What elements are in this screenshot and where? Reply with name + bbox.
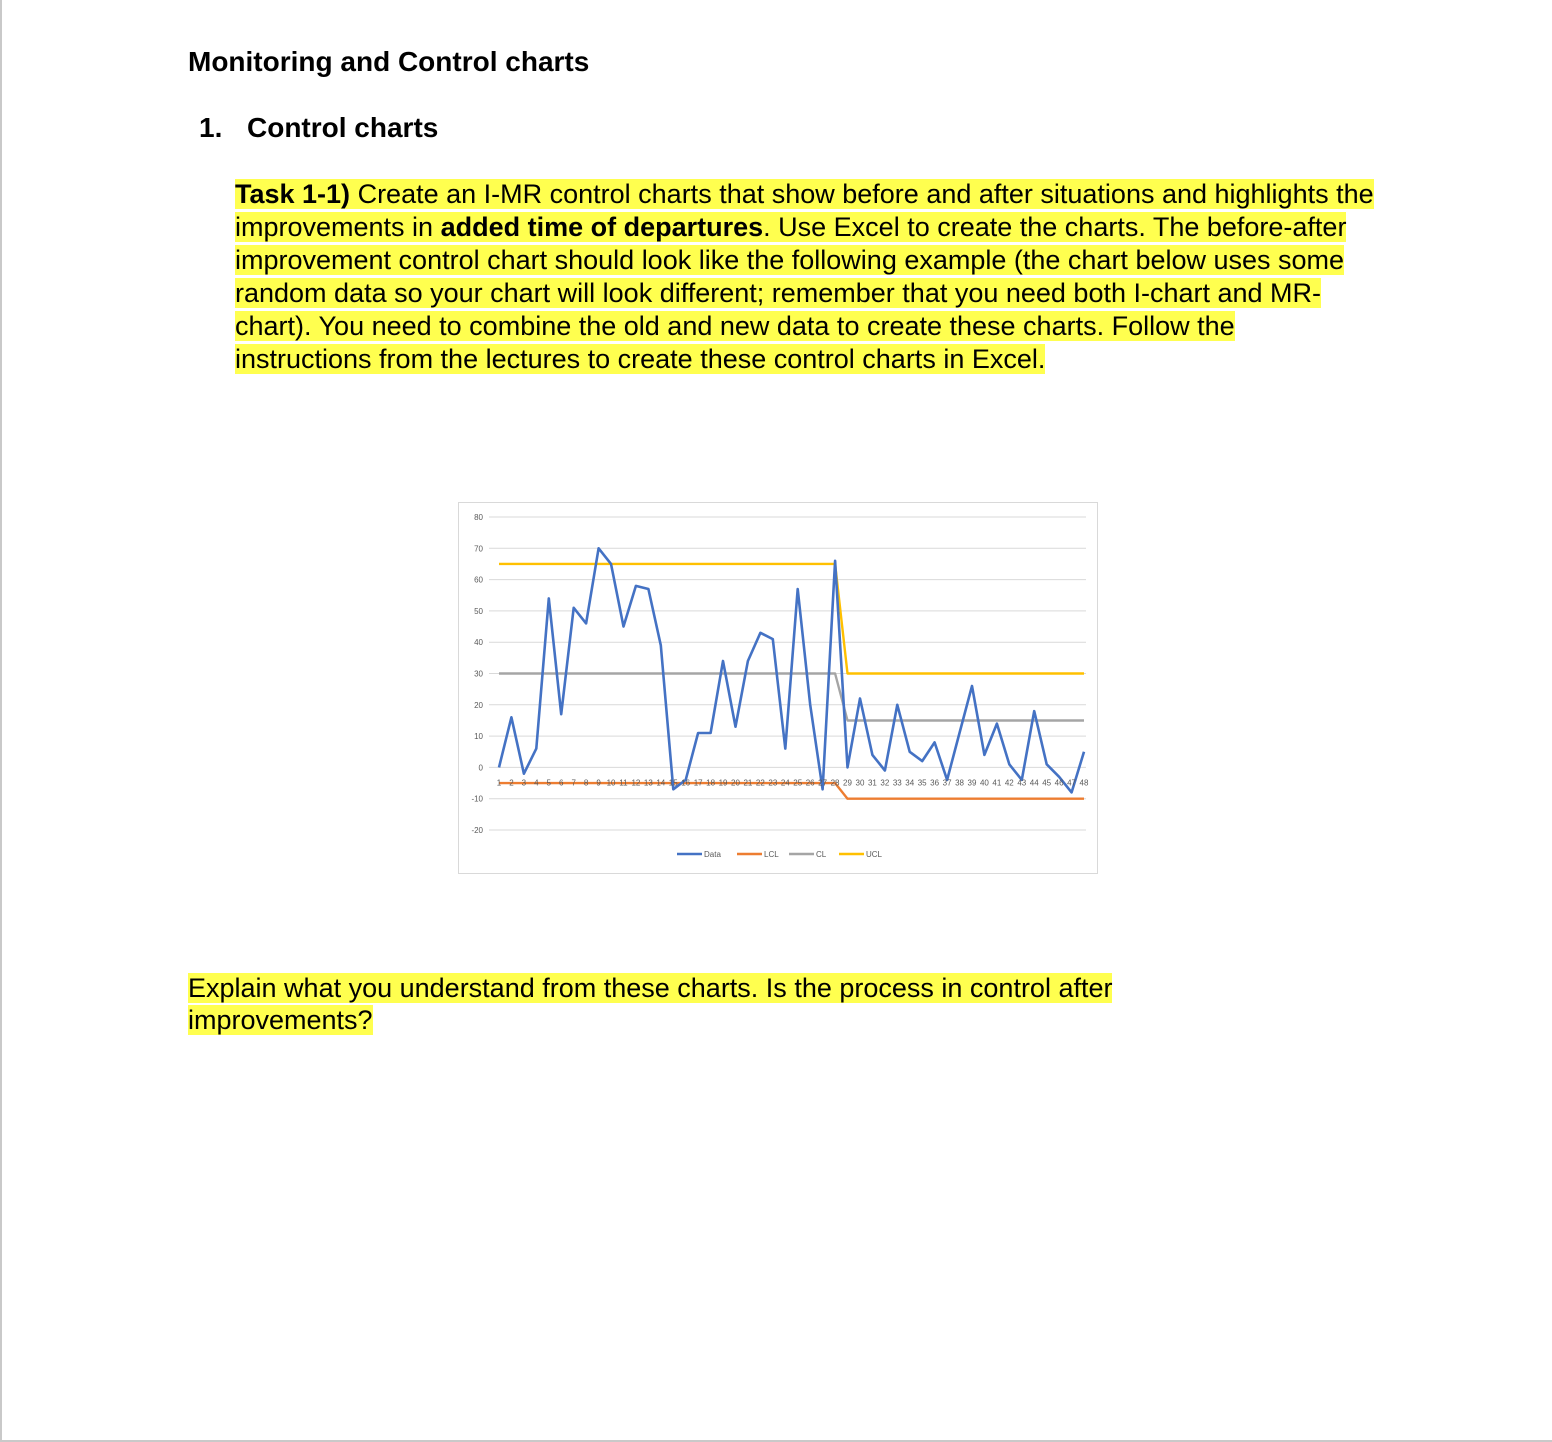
question-paragraph bbox=[188, 972, 1198, 1036]
section-number: 1. bbox=[199, 112, 223, 143]
x-tick-label: 38 bbox=[955, 778, 964, 788]
x-tick-label: 34 bbox=[905, 778, 915, 788]
x-tick-label: 14 bbox=[656, 778, 666, 788]
x-tick-label: 28 bbox=[830, 778, 840, 788]
x-tick-label: 18 bbox=[706, 778, 716, 788]
x-tick-label: 16 bbox=[681, 778, 691, 788]
y-tick-label: 0 bbox=[478, 763, 483, 773]
x-tick-label: 1 bbox=[496, 778, 502, 788]
x-tick-label: 33 bbox=[892, 778, 902, 788]
x-tick-label: 37 bbox=[942, 778, 952, 788]
y-tick-label: 30 bbox=[474, 669, 483, 679]
x-tick-label: 43 bbox=[1017, 778, 1027, 788]
x-tick-label: 3 bbox=[521, 778, 527, 788]
x-tick-label: 15 bbox=[668, 778, 678, 788]
y-tick-label: 40 bbox=[474, 638, 483, 648]
y-tick-label: 50 bbox=[474, 606, 483, 616]
y-tick-label: 60 bbox=[474, 575, 483, 585]
document-title: Monitoring and Control charts bbox=[188, 46, 590, 77]
y-tick-label: -20 bbox=[471, 826, 483, 835]
y-tick-label: 20 bbox=[474, 700, 483, 710]
x-tick-label: 36 bbox=[930, 778, 940, 788]
page-left-border bbox=[0, 0, 2, 1442]
x-tick-label: 2 bbox=[509, 778, 514, 788]
x-tick-label: 6 bbox=[559, 778, 564, 788]
task-emphasis: added time of departures bbox=[440, 212, 764, 242]
legend-label-data: Data bbox=[704, 850, 721, 859]
x-tick-label: 13 bbox=[643, 778, 653, 788]
task-paragraph bbox=[235, 178, 1375, 376]
x-tick-label: 27 bbox=[818, 778, 828, 788]
legend-label-ucl: UCL bbox=[866, 850, 883, 859]
y-tick-label: 10 bbox=[474, 732, 483, 742]
x-tick-label: 17 bbox=[693, 778, 703, 788]
section-heading-text: Control charts bbox=[247, 112, 439, 143]
x-tick-label: 8 bbox=[583, 778, 589, 788]
task-label: Task 1-1) bbox=[235, 179, 351, 209]
x-tick-label: 25 bbox=[793, 778, 803, 788]
x-tick-label: 22 bbox=[755, 778, 765, 788]
x-tick-label: 29 bbox=[843, 778, 852, 788]
x-tick-label: 24 bbox=[780, 778, 790, 788]
x-tick-label: 20 bbox=[731, 778, 740, 788]
x-tick-label: 5 bbox=[546, 778, 552, 788]
x-tick-label: 11 bbox=[619, 778, 628, 788]
task-highlight bbox=[235, 179, 1374, 374]
x-tick-label: 41 bbox=[992, 778, 1002, 788]
x-tick-label: 23 bbox=[768, 778, 778, 788]
section-heading bbox=[199, 110, 438, 146]
x-tick-label: 19 bbox=[718, 778, 728, 788]
y-tick-label: 70 bbox=[474, 544, 483, 554]
control-chart-svg bbox=[459, 503, 1097, 873]
x-tick-label: 4 bbox=[534, 778, 539, 788]
x-tick-label: 31 bbox=[867, 778, 877, 788]
x-tick-label: 9 bbox=[596, 778, 601, 788]
x-tick-label: 45 bbox=[1042, 778, 1052, 788]
x-tick-label: 44 bbox=[1029, 778, 1039, 788]
x-tick-label: 26 bbox=[805, 778, 815, 788]
question-text: Explain what you understand from these charts. Is the process in control after improvements? bbox=[188, 973, 1113, 1035]
x-tick-label: 40 bbox=[979, 778, 989, 788]
y-tick-label: -10 bbox=[471, 794, 483, 804]
legend-label-lcl: LCL bbox=[764, 850, 779, 859]
series-line-data bbox=[496, 548, 1084, 792]
x-tick-label: 39 bbox=[967, 778, 977, 788]
legend-label-cl: CL bbox=[816, 850, 827, 859]
x-tick-label: 42 bbox=[1004, 778, 1014, 788]
x-tick-label: 47 bbox=[1067, 778, 1077, 788]
x-tick-label: 21 bbox=[743, 778, 753, 788]
task-text-2: . Use Excel to create the charts. The before-after improvement control chart should look like the following example (the chart below uses some random data so your chart will look different; remember that you need both I-chart and MR-chart). You need to combine the old and new data to create these charts. Follow the instructions from the lectures to create these control charts in Excel. bbox=[235, 212, 1347, 374]
x-tick-label: 12 bbox=[631, 778, 641, 788]
x-tick-label: 35 bbox=[917, 778, 927, 788]
x-tick-label: 32 bbox=[880, 778, 890, 788]
x-tick-label: 48 bbox=[1079, 778, 1089, 788]
task-text-1: Create an I-MR control charts that show before and after situations and highlights the improvements in bbox=[235, 179, 1374, 242]
x-tick-label: 46 bbox=[1054, 778, 1064, 788]
x-tick-label: 30 bbox=[855, 778, 865, 788]
x-tick-label: 7 bbox=[571, 778, 576, 788]
y-tick-label: 80 bbox=[474, 513, 483, 522]
control-chart bbox=[458, 502, 1098, 874]
x-tick-label: 10 bbox=[606, 778, 616, 788]
